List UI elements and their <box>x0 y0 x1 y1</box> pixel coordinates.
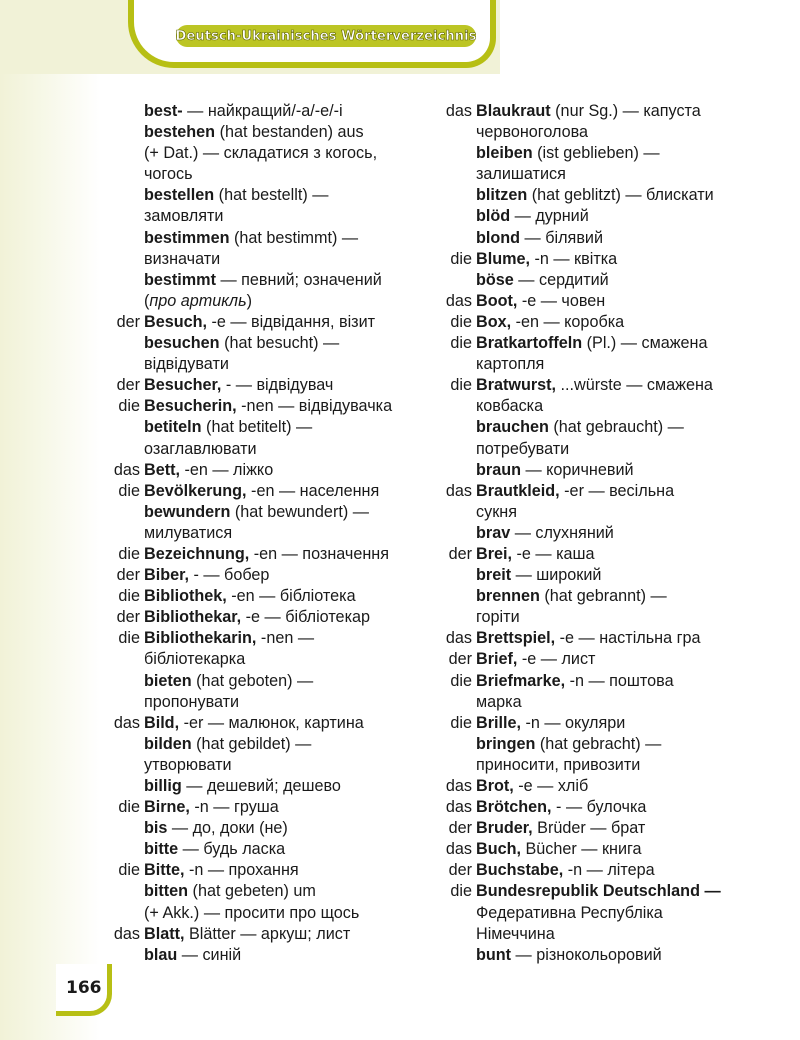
entry-definition: -n — окуляри <box>520 713 626 732</box>
entry-definition-continued: відвідувати <box>144 355 229 374</box>
entry-headword: bilden <box>144 734 192 753</box>
dictionary-entry <box>432 713 762 734</box>
entry-headword: Bratkartoffeln <box>476 334 583 353</box>
dictionary-entry <box>100 122 430 185</box>
dictionary-entry <box>100 797 430 818</box>
entry-article: das <box>113 924 140 943</box>
entry-definition-continued: червоноголова <box>476 123 589 142</box>
entry-definition-continued: потребувати <box>476 439 570 458</box>
entry-definition: — широкий <box>511 566 602 585</box>
entry-definition: -n — поштова <box>565 671 674 690</box>
entry-definition: (hat gebracht) — <box>535 734 662 753</box>
entry-definition-continued: (+ Akk.) — просити про щось <box>144 903 360 922</box>
entry-definition: (hat bestimmt) — <box>229 228 359 247</box>
entry-definition-continued: сукня <box>476 502 517 521</box>
dictionary-entry <box>100 565 430 586</box>
entry-definition: -en — позначення <box>249 544 389 563</box>
dictionary-entry <box>432 460 762 481</box>
entry-headword: Bett, <box>144 460 180 479</box>
dictionary-entry <box>100 396 430 417</box>
entry-definition: -e — човен <box>517 291 606 310</box>
entry-article: die <box>118 861 140 880</box>
dictionary-entry <box>100 945 430 966</box>
entry-headword: braun <box>476 460 521 479</box>
entry-headword: bewundern <box>144 502 231 521</box>
entry-definition: -en — коробка <box>511 312 625 331</box>
entry-definition: -nen — відвідувачка <box>236 397 393 416</box>
entry-headword: Brief, <box>476 650 518 669</box>
entry-definition-continued: милуватися <box>144 523 233 542</box>
entry-headword: Biber, <box>144 566 189 585</box>
entry-definition: — білявий <box>520 228 604 247</box>
entry-article: der <box>116 566 140 585</box>
entry-article: die <box>450 249 472 268</box>
entry-definition: (hat bestanden) aus <box>215 123 364 142</box>
dictionary-entry <box>100 185 430 227</box>
dictionary-entry <box>100 502 430 544</box>
entry-article: die <box>450 882 472 901</box>
dictionary-entry <box>100 460 430 481</box>
entry-definition: — певний; означений <box>215 270 382 289</box>
entry-headword: Brautkleid, <box>476 481 560 500</box>
entry-article: das <box>445 777 472 795</box>
entry-headword: brauchen <box>476 418 549 437</box>
entry-article: die <box>118 481 140 500</box>
dictionary-entry <box>432 565 762 586</box>
dictionary-entry <box>100 839 430 860</box>
dictionary-entry <box>100 924 430 945</box>
dictionary-entry <box>432 206 762 227</box>
entry-definition: -e — настільна гра <box>555 629 701 648</box>
entry-definition: (hat gebrannt) — <box>539 587 667 606</box>
entry-headword: Buch, <box>476 840 521 859</box>
entry-definition: -er — малюнок, картина <box>179 713 364 732</box>
entry-definition: — будь ласка <box>178 840 286 859</box>
dictionary-entry <box>100 881 430 923</box>
dictionary-entry <box>432 671 762 713</box>
entry-article: die <box>118 587 140 606</box>
entry-headword: bis <box>144 819 168 838</box>
entry-headword: bestimmen <box>144 228 230 247</box>
entry-article: die <box>118 629 140 648</box>
entry-headword: bitte <box>144 840 179 859</box>
entry-headword: Box, <box>476 312 512 331</box>
entry-definition: — різнокольоровий <box>511 945 662 964</box>
entry-definition: (hat gebeten) um <box>188 882 316 901</box>
dictionary-entry <box>100 713 430 734</box>
entry-headword: Blaukraut <box>476 102 551 120</box>
entry-headword: best- <box>144 102 183 120</box>
entry-definition: (hat geblitzt) — блискати <box>527 186 714 205</box>
entry-headword: Brot, <box>476 777 514 795</box>
entry-headword: breit <box>476 566 512 585</box>
entry-definition: (hat betitelt) — <box>201 418 313 437</box>
entry-definition-continued: замовляти <box>144 207 224 226</box>
entry-definition: — дурний <box>510 207 589 226</box>
entry-article: das <box>445 481 472 500</box>
dictionary-entry <box>432 417 762 459</box>
entry-definition: -n — літера <box>563 861 655 880</box>
entry-definition: -n — груша <box>189 798 279 817</box>
entry-definition: -en — бібліотека <box>226 587 356 606</box>
entry-definition: ...würste — смажена <box>556 376 713 395</box>
entry-article: das <box>113 713 140 732</box>
entry-definition: — до, доки (не) <box>167 819 288 838</box>
dictionary-entry <box>432 734 762 776</box>
entry-article: die <box>450 713 472 732</box>
entry-definition: (ist geblieben) — <box>532 144 660 163</box>
entry-article: die <box>450 334 472 353</box>
dictionary-entry <box>432 544 762 565</box>
entry-definition-continued: Німеччина <box>476 924 555 943</box>
entry-article: der <box>116 608 140 627</box>
entry-headword: bringen <box>476 734 536 753</box>
entry-definition: -e — каша <box>512 544 595 563</box>
entry-headword: Birne, <box>144 798 190 817</box>
entry-definition-continued: картопля <box>476 355 545 374</box>
entry-headword: Bevölkerung, <box>144 481 247 500</box>
entry-definition: Bücher — книга <box>520 840 642 859</box>
dictionary-entry <box>100 481 430 502</box>
entry-definition: -e — відвідання, візит <box>206 312 376 331</box>
entry-headword: Bitte, <box>144 861 185 880</box>
entry-definition-continued: чогось <box>144 165 193 184</box>
entry-headword: billig <box>144 777 182 795</box>
entry-article: die <box>450 312 472 331</box>
dictionary-entry <box>432 143 762 185</box>
dictionary-entry <box>432 628 762 649</box>
entry-definition: (Pl.) — смажена <box>582 334 708 353</box>
header-title: Deutsch-Ukrainisches Wörterverzeichnis <box>175 28 477 44</box>
dictionary-entry <box>432 881 762 944</box>
entry-definition: -e — лист <box>517 650 596 669</box>
entry-headword: Bruder, <box>476 819 533 838</box>
entry-headword: blöd <box>476 207 511 226</box>
dictionary-entry <box>432 523 762 544</box>
entry-definition: (hat besucht) — <box>219 334 340 353</box>
entry-headword: Besuch, <box>144 312 207 331</box>
entry-definition-continued: залишатися <box>476 165 566 184</box>
entry-article: das <box>445 798 472 817</box>
entry-article: das <box>445 629 472 648</box>
entry-headword: Brettspiel, <box>476 629 556 648</box>
entry-definition-continued: приносити, привозити <box>476 755 641 774</box>
entry-headword: bitten <box>144 882 189 901</box>
entry-definition-continued: озаглавлювати <box>144 439 257 458</box>
dictionary-entry <box>432 101 762 143</box>
dictionary-entry <box>432 270 762 291</box>
entry-definition: -n — прохання <box>184 861 299 880</box>
dictionary-entry <box>432 312 762 333</box>
entry-definition: Blätter — аркуш; лист <box>184 924 351 943</box>
entry-headword: böse <box>476 270 514 289</box>
entry-definition: -en — населення <box>246 481 380 500</box>
entry-definition: — коричневий <box>520 460 634 479</box>
dictionary-column-left <box>100 101 430 966</box>
entry-definition: - — відвідувач <box>221 376 334 395</box>
entry-headword: bieten <box>144 671 192 690</box>
entry-headword: betiteln <box>144 418 202 437</box>
entry-headword: besuchen <box>144 334 220 353</box>
entry-article: der <box>116 376 140 395</box>
dictionary-entry <box>432 586 762 628</box>
entry-headword: Bundesrepublik Deutschland — <box>476 882 721 901</box>
entry-article: der <box>448 544 472 563</box>
entry-headword: Brei, <box>476 544 512 563</box>
dictionary-entry <box>100 101 430 122</box>
dictionary-entry <box>100 228 430 270</box>
entry-definition: (hat bestellt) — <box>214 186 329 205</box>
entry-definition: -e — бібліотекар <box>241 608 371 627</box>
page-margin-band <box>0 0 100 1040</box>
entry-definition: — найкращий/-а/-е/-і <box>182 102 343 120</box>
dictionary-entry <box>432 860 762 881</box>
entry-headword: Briefmarke, <box>476 671 566 690</box>
entry-definition-continued: (+ Dat.) — складатися з когось, <box>144 144 378 163</box>
entry-headword: Buchstabe, <box>476 861 564 880</box>
entry-definition: — синій <box>177 945 242 964</box>
entry-definition: -e — хліб <box>513 777 589 795</box>
entry-definition: Brüder — брат <box>532 819 646 838</box>
entry-headword: Besucher, <box>144 376 222 395</box>
entry-definition-continued: бібліотекарка <box>144 650 246 669</box>
entry-article: die <box>118 798 140 817</box>
entry-definition: (hat gebraucht) — <box>548 418 684 437</box>
header-banner <box>176 25 476 47</box>
entry-definition-continued: визначати <box>144 249 221 268</box>
dictionary-entry <box>432 228 762 249</box>
dictionary-entry <box>100 375 430 396</box>
entry-headword: bunt <box>476 945 512 964</box>
dictionary-entry <box>432 839 762 860</box>
dictionary-entry <box>432 291 762 312</box>
entry-headword: Besucherin, <box>144 397 237 416</box>
dictionary-entry <box>100 818 430 839</box>
entry-definition: (hat bewundert) — <box>230 502 369 521</box>
entry-definition: - — булочка <box>551 798 647 817</box>
entry-article: die <box>118 544 140 563</box>
entry-headword: blond <box>476 228 521 247</box>
entry-headword: brennen <box>476 587 540 606</box>
entry-definition: — дешевий; дешево <box>181 777 341 795</box>
dictionary-entry <box>100 270 430 312</box>
dictionary-entry <box>100 586 430 607</box>
entry-definition-continued: пропонувати <box>144 692 240 711</box>
entry-headword: bestimmt <box>144 270 216 289</box>
entry-article: das <box>445 291 472 310</box>
entry-article: das <box>445 102 472 120</box>
entry-headword: Bibliothekarin, <box>144 629 257 648</box>
dictionary-entry <box>432 249 762 270</box>
entry-article: die <box>450 671 472 690</box>
entry-article: der <box>448 650 472 669</box>
entry-article: der <box>448 819 472 838</box>
entry-definition: -en — ліжко <box>179 460 274 479</box>
dictionary-entry <box>432 185 762 206</box>
entry-headword: Bibliothekar, <box>144 608 242 627</box>
entry-headword: Blume, <box>476 249 530 268</box>
entry-headword: Brille, <box>476 713 521 732</box>
entry-article: die <box>118 397 140 416</box>
entry-article: das <box>113 460 140 479</box>
entry-headword: Boot, <box>476 291 518 310</box>
dictionary-entry <box>100 628 430 670</box>
entry-article: die <box>450 376 472 395</box>
dictionary-entry <box>432 945 762 966</box>
dictionary-column-right <box>432 101 762 966</box>
dictionary-entry <box>432 776 762 797</box>
dictionary-entry <box>432 375 762 417</box>
entry-headword: blitzen <box>476 186 528 205</box>
dictionary-entry <box>100 776 430 797</box>
entry-headword: Bild, <box>144 713 180 732</box>
entry-definition: -er — весільна <box>559 481 675 500</box>
dictionary-entry <box>100 312 430 333</box>
dictionary-entry <box>100 333 430 375</box>
dictionary-entry <box>432 333 762 375</box>
dictionary-entry <box>432 818 762 839</box>
entry-headword: blau <box>144 945 178 964</box>
entry-article: das <box>445 840 472 859</box>
entry-definition: — сердитий <box>513 270 609 289</box>
entry-headword: Bratwurst, <box>476 376 557 395</box>
entry-definition: -n — квітка <box>529 249 618 268</box>
page-number: 166 <box>66 978 102 998</box>
entry-definition: - — бобер <box>188 566 270 585</box>
dictionary-entry <box>100 544 430 565</box>
entry-headword: brav <box>476 523 511 542</box>
entry-headword: bleiben <box>476 144 533 163</box>
dictionary-entry <box>100 734 430 776</box>
entry-definition: (nur Sg.) — капуста <box>550 102 701 120</box>
entry-definition-continued: ковбаска <box>476 397 544 416</box>
entry-definition: (hat geboten) — <box>191 671 314 690</box>
entry-definition-continued: марка <box>476 692 522 711</box>
entry-definition-continued: (про артикль) <box>144 291 252 310</box>
entry-definition-continued: горіти <box>476 608 520 627</box>
dictionary-entry <box>432 797 762 818</box>
dictionary-entry <box>100 607 430 628</box>
entry-definition-continued: утворювати <box>144 755 232 774</box>
dictionary-entry <box>100 860 430 881</box>
entry-article: der <box>116 312 140 331</box>
entry-headword: Blatt, <box>144 924 185 943</box>
entry-definition: -nen — <box>256 629 315 648</box>
entry-definition: (hat gebildet) — <box>191 734 312 753</box>
dictionary-entry <box>432 481 762 523</box>
entry-definition-continued: Федеративна Республіка <box>476 903 663 922</box>
entry-headword: Bibliothek, <box>144 587 227 606</box>
dictionary-entry <box>100 417 430 459</box>
dictionary-entry <box>432 649 762 670</box>
entry-definition: — слухняний <box>510 523 614 542</box>
entry-headword: Brötchen, <box>476 798 552 817</box>
entry-headword: bestehen <box>144 123 216 142</box>
dictionary-entry <box>100 671 430 713</box>
entry-headword: bestellen <box>144 186 215 205</box>
entry-headword: Bezeichnung, <box>144 544 250 563</box>
entry-article: der <box>448 861 472 880</box>
